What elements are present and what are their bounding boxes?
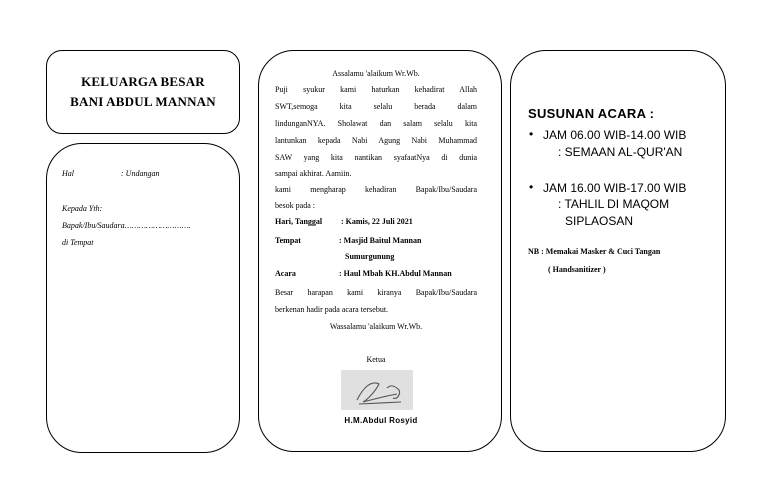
body-line: sampai akhirat. Aamiin.: [275, 169, 352, 178]
request-line: kami mengharap kehadiran Bapak/Ibu/Saudara: [275, 185, 477, 194]
body-line: lindunganNYA. Sholawat dan salam selalu kita: [275, 119, 477, 128]
signature-image: [341, 370, 413, 410]
subject-label: Hal: [62, 169, 74, 178]
request-line: besok pada :: [275, 201, 315, 210]
body-line: Puji syukur kami haturkan kehadirat Allah: [275, 85, 477, 94]
program-desc: : TAHLIL DI MAQOM: [558, 197, 670, 211]
program-panel: [510, 50, 726, 452]
closing-line: berkenan hadir pada acara tersebut.: [275, 305, 389, 314]
body-line: SWT,semoga kita selalu berada dalam: [275, 102, 477, 111]
venue-label: Tempat: [275, 236, 301, 245]
program-time: JAM 06.00 WIB-14.00 WIB: [543, 128, 687, 142]
venue-value-line2: Sumurgunung: [345, 252, 395, 261]
body-line: SAW yang kita nantikan syafaatNya di dunia: [275, 153, 477, 162]
program-desc-line2: SIPLAOSAN: [565, 214, 634, 228]
event-value: : Haul Mbah KH.Abdul Mannan: [339, 269, 452, 278]
venue-value: : Masjid Baitul Mannan: [339, 236, 422, 245]
event-label: Acara: [275, 269, 296, 278]
body-line: lantunkan kepada Nabi Agung Nabi Muhammad: [275, 136, 477, 145]
place-line: di Tempat: [62, 238, 94, 247]
program-time: JAM 16.00 WIB-17.00 WIB: [543, 181, 687, 195]
program-desc: : SEMAAN AL-QUR'AN: [558, 145, 683, 159]
greeting: Assalamu 'alaikum Wr.Wb.: [332, 69, 420, 78]
addressee-heading: Kepada Yth:: [62, 204, 103, 213]
family-title-line2: BANI ABDUL MANNAN: [70, 94, 216, 109]
date-value: : Kamis, 22 Juli 2021: [341, 217, 413, 226]
address-panel: [46, 143, 240, 453]
cover-panel: [46, 50, 240, 134]
signer-role: Ketua: [366, 355, 386, 364]
recipient-line: Bapak/Ibu/Saudara……………………….: [62, 221, 191, 230]
subject-value: : Undangan: [121, 169, 160, 178]
signer-name: H.M.Abdul Rosyid: [344, 416, 418, 425]
invitation-letter-panel: [258, 50, 502, 452]
closing-line: Besar harapan kami kiranya Bapak/Ibu/Saudara: [275, 288, 477, 297]
closing-salam: Wassalamu 'alaikum Wr.Wb.: [329, 322, 423, 331]
date-label: Hari, Tanggal: [275, 217, 323, 226]
health-note: [528, 243, 660, 279]
signature-scribble: [341, 370, 413, 410]
note-line: ( Handsanitizer ): [548, 265, 606, 274]
family-title-line1: KELUARGA BESAR: [81, 74, 205, 89]
note-line: NB : Memakai Masker & Cuci Tangan: [528, 247, 661, 256]
program-title: SUSUNAN ACARA :: [528, 106, 655, 121]
bullet-icon: •: [529, 180, 534, 194]
bullet-icon: •: [529, 127, 534, 141]
